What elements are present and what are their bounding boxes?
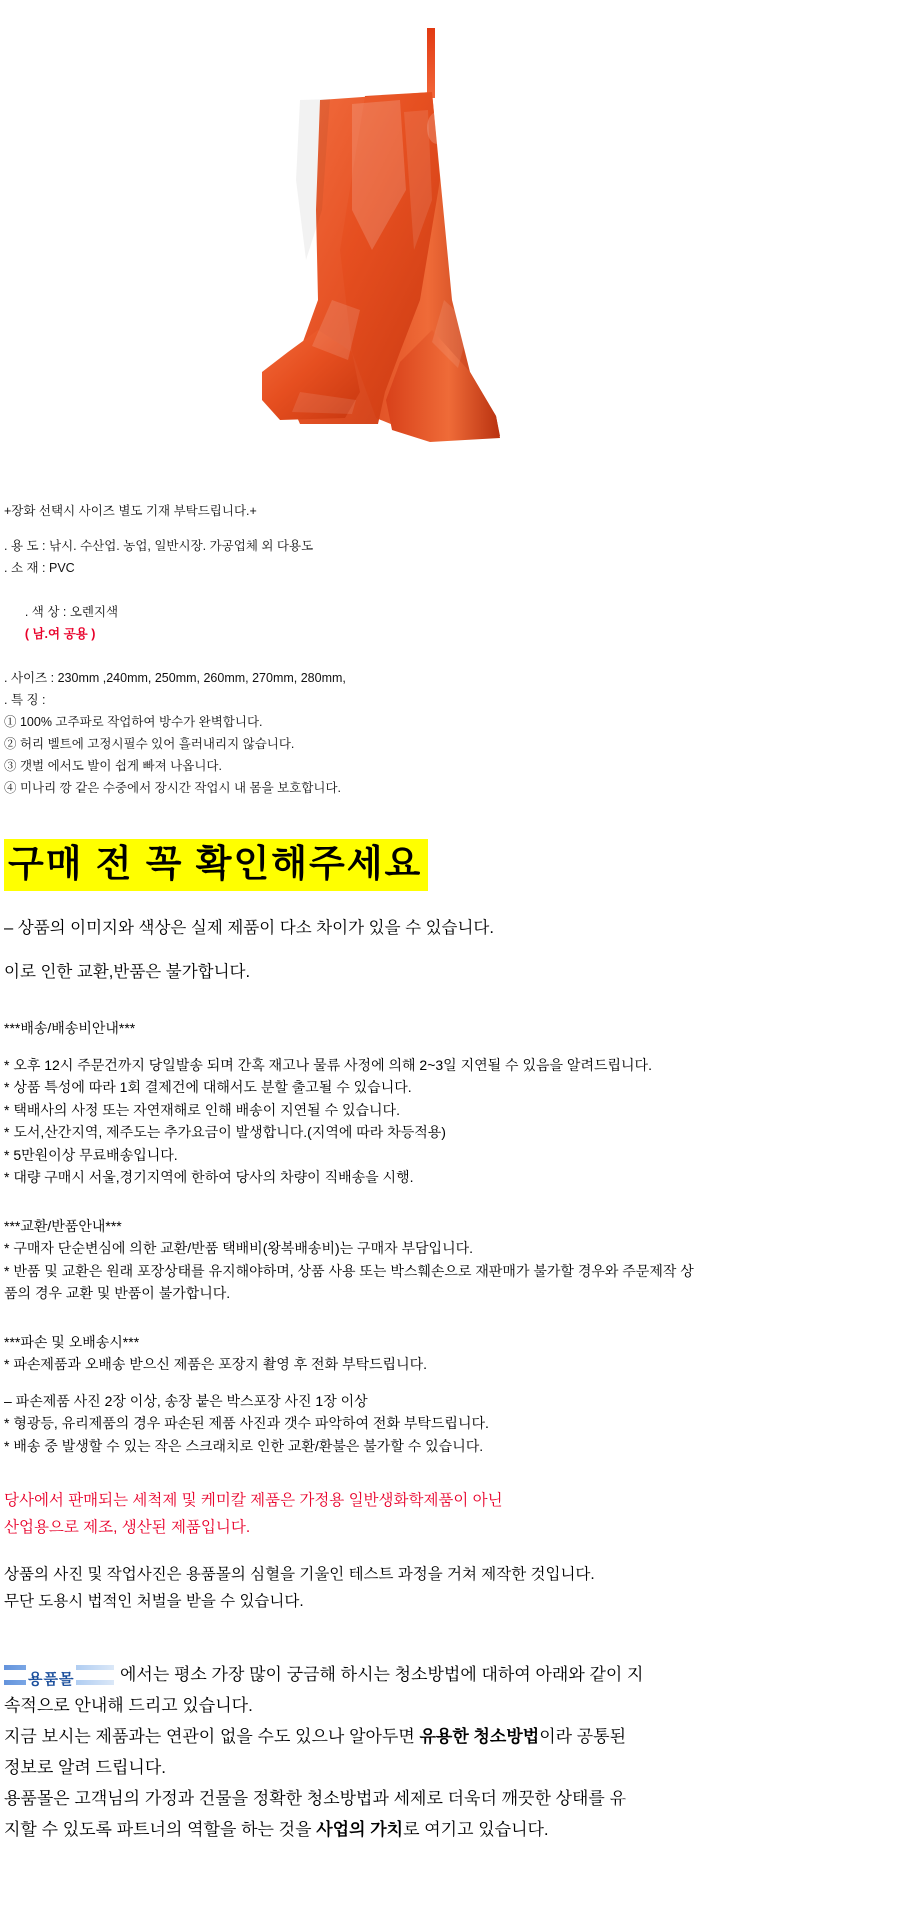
product-image (0, 0, 908, 500)
notice-intro-1: – 상품의 이미지와 색상은 실제 제품이 다소 차이가 있을 수 있습니다. (4, 919, 494, 937)
brand-para3-c: 로 여기고 있습니다. (403, 1820, 549, 1839)
spec-sizes: . 사이즈 : 230mm ,240mm, 250mm, 260mm, 270mm, 280mm, (4, 671, 346, 685)
brand-para1-b: 속적으로 안내해 드리고 있습니다. (4, 1696, 253, 1715)
spec-color: . 색 상 : 오렌지색 (24, 605, 119, 619)
notice-heading-wrap (0, 839, 908, 891)
damage-item-1: * 파손제품과 오배송 받으신 제품은 포장지 촬영 후 전화 부탁드립니다. (4, 1356, 428, 1372)
red-notice-2: 산업용으로 제조, 생산된 제품입니다. (4, 1519, 251, 1536)
brand-para3-em: 사업의 가치 (316, 1820, 404, 1839)
spec-feature-3: ③ 갯벌 에서도 발이 쉽게 빠져 나옵니다. (4, 759, 222, 773)
spacer (4, 1305, 904, 1331)
shipping-item-3: * 택배사의 사정 또는 자연재해로 인해 배송이 지연될 수 있습니다. (4, 1101, 400, 1118)
shipping-item-1: * 오후 12시 주문건까지 당일발송 되며 간혹 재고나 물류 사정에 의해 2~3일 지연될 수 있음을 알려드립니다. (4, 1056, 652, 1073)
waist-boots-illustration (0, 0, 908, 500)
spec-usage: . 용 도 : 낚시. 수산업. 농업, 일반시장. 가공업체 외 다용도 (4, 539, 314, 553)
brand-para3-a: 용품몰은 고객님의 가정과 건물을 정확한 청소방법과 세제로 더욱더 깨끗한 상태를 유 (4, 1789, 627, 1808)
damage-item-2: – 파손제품 사진 2장 이상, 송장 붙은 박스포장 사진 1장 이상 (4, 1392, 368, 1409)
brand-para3-b: 지할 수 있도록 파트너의 역할을 하는 것을 (4, 1820, 317, 1839)
spacer (4, 987, 904, 1017)
shipping-title: ***배송/배송비안내*** (4, 1020, 136, 1036)
spec-color-badge: ( 남.여 공용 ) (24, 627, 96, 641)
notice-intro-2: 이로 인한 교환,반품은 불가합니다. (4, 963, 251, 981)
spec-feature-2: ② 허리 벨트에 고정시필수 있어 흘러내리지 않습니다. (4, 737, 295, 751)
notice-heading: 구매 전 꼭 확인해주세요 (4, 839, 428, 891)
brand-para3-line2 (4, 1814, 904, 1845)
shipping-item-4: * 도서,산간지역, 제주도는 추가요금이 발생합니다.(지역에 따라 차등적용) (4, 1124, 446, 1140)
spacer (4, 1189, 904, 1215)
spec-features-title: . 특 징 : (4, 693, 46, 707)
product-spec-block (0, 500, 908, 799)
notice-block (0, 913, 908, 1615)
spec-top-note: +장화 선택시 사이즈 별도 기재 부탁드립니다.+ (4, 504, 257, 518)
brand-logo-text: 용품몰 (26, 1664, 76, 1695)
exchange-item-3: 품의 경우 교환 및 반품이 불가합니다. (4, 1285, 231, 1301)
damage-item-4: * 배송 중 발생할 수 있는 작은 스크래치로 인한 교환/환불은 불가할 수 있습니다. (4, 1437, 484, 1454)
spec-color-row (4, 579, 904, 667)
spec-feature-1: ① 100% 고주파로 작업하여 방수가 완벽합니다. (4, 715, 263, 729)
damage-item-3: * 형광등, 유리제품의 경우 파손된 제품 사진과 갯수 파악하여 전화 부탁드립니다. (4, 1415, 489, 1431)
copyright-notice-1: 상품의 사진 및 작업사진은 용품몰의 심혈을 기울인 테스트 과정을 거쳐 제작한 것입니다. (4, 1566, 595, 1583)
exchange-item-2: * 반품 및 교환은 원래 포장상태를 유지해야하며, 상품 사용 또는 박스훼손으로 재판매가 불가할 경우와 주문제작 상 (4, 1262, 694, 1279)
brand-para1-a: 에서는 평소 가장 많이 궁금해 하시는 청소방법에 대하여 아래와 같이 지 (120, 1665, 644, 1684)
copyright-notice-2: 무단 도용시 법적인 처벌을 받을 수 있습니다. (4, 1593, 304, 1610)
brand-para2-a: 지금 보시는 제품과는 연관이 없을 수도 있으나 알아두면 (4, 1727, 420, 1746)
brand-logo-icon (4, 1662, 114, 1688)
spacer (4, 522, 904, 535)
damage-title: ***파손 및 오배송시*** (4, 1333, 140, 1350)
brand-para2-em: 유용한 청소방법 (419, 1727, 540, 1746)
spacer (4, 1040, 904, 1054)
spacer (4, 1541, 904, 1561)
exchange-title: ***교환/반품안내*** (4, 1217, 122, 1234)
brand-para2-b: 이라 공통된 (539, 1727, 627, 1746)
brand-intro-line (4, 1659, 904, 1690)
spacer (4, 1457, 904, 1487)
shipping-item-5: * 5만원이상 무료배송입니다. (4, 1146, 178, 1163)
brand-para2-c: 정보로 알려 드립니다. (4, 1758, 166, 1777)
spec-feature-4: ④ 미나리 깡 같은 수중에서 장시간 작업시 내 몸을 보호합니다. (4, 781, 342, 795)
bottom-spacer (0, 1845, 908, 1905)
brand-para2-line1 (4, 1721, 904, 1752)
red-notice-1: 당사에서 판매되는 세척제 및 케미칼 제품은 가정용 일반생화학제품이 아닌 (4, 1492, 503, 1509)
shipping-item-6: * 대량 구매시 서울,경기지역에 한하여 당사의 차량이 직배송을 시행. (4, 1169, 414, 1185)
exchange-item-1: * 구매자 단순변심에 의한 교환/반품 택배비(왕복배송비)는 구매자 부담입니다. (4, 1240, 474, 1256)
brand-info-block (0, 1659, 908, 1845)
spacer (4, 943, 904, 957)
spacer (4, 1376, 904, 1390)
shipping-item-2: * 상품 특성에 따라 1회 결제건에 대해서도 분할 출고될 수 있습니다. (4, 1079, 412, 1095)
spec-material: . 소 재 : PVC (4, 561, 75, 575)
